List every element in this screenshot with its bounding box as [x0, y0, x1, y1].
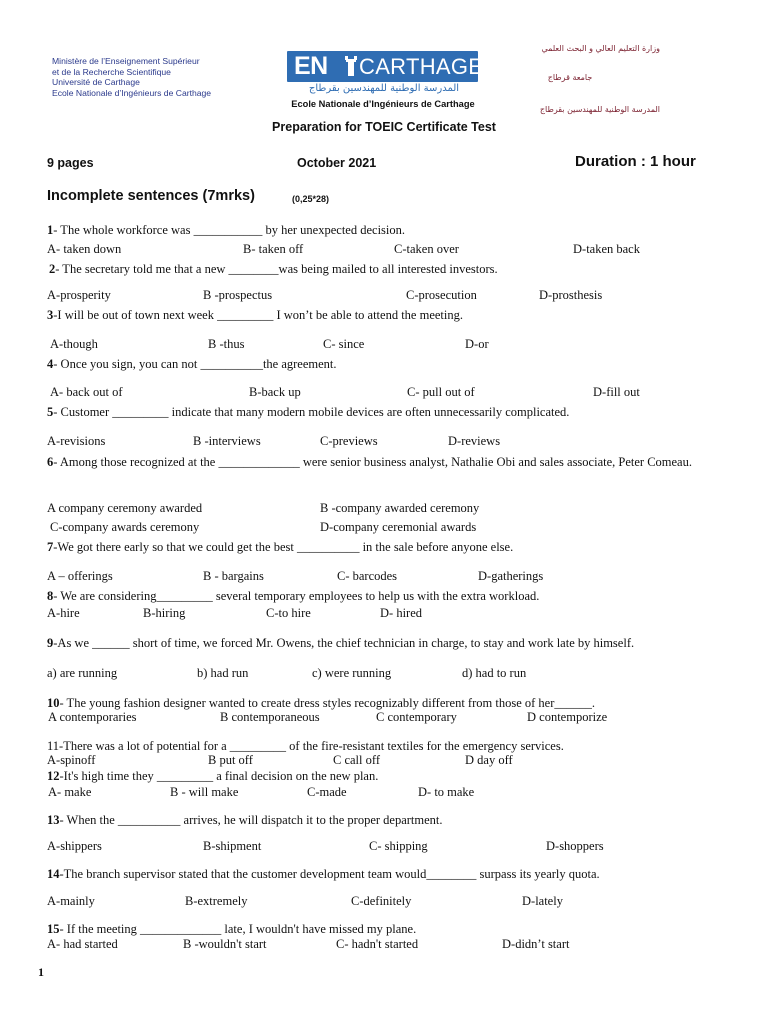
- option-c: C-previews: [320, 434, 378, 448]
- question-text: -We got there early so that we could get the best __________ in the sale before anyone else.: [53, 540, 514, 554]
- ministry-header-left: [52, 56, 211, 98]
- option-d: D-taken back: [573, 242, 640, 256]
- question-9: [47, 635, 634, 651]
- question-text: - The secretary told me that a new ________was being mailed to all interested investors.: [55, 262, 498, 276]
- question-6: [47, 453, 727, 472]
- option-b: B - will make: [170, 785, 239, 799]
- option-a: A-prosperity: [47, 288, 111, 302]
- question-number: 5: [47, 405, 54, 419]
- option-a: A-spinoff: [47, 753, 96, 767]
- question-text: - Once you sign, you can not __________the agreement.: [53, 357, 337, 371]
- question-number: 4: [47, 357, 54, 371]
- option-c: c) were running: [312, 666, 392, 680]
- section-score: (0,25*28): [292, 194, 330, 204]
- logo-brand-text: EN: [294, 52, 328, 80]
- option-d: D-didn’t start: [502, 937, 570, 951]
- question-text: - When the __________ arrives, he will dispatch it to the proper department.: [59, 813, 443, 827]
- option-c: C- hadn't started: [336, 937, 419, 951]
- option-d: d) had to run: [462, 666, 527, 680]
- question-text: - If the meeting _____________ late, I wouldn't have missed my plane.: [59, 922, 417, 936]
- option-d: D-prosthesis: [539, 288, 603, 302]
- option-c: C-definitely: [351, 894, 412, 908]
- exam-duration: Duration : 1 hour: [575, 153, 696, 170]
- option-b: B- taken off: [243, 242, 304, 256]
- question-number: 14: [47, 867, 60, 881]
- option-b: B -company awarded ceremony: [320, 501, 480, 515]
- option-a: A-shippers: [47, 839, 102, 853]
- header-left-line: Ecole Nationale d’Ingénieurs de Carthage: [52, 87, 212, 98]
- question-text: -The branch supervisor stated that the customer development team would________ surpass its yearly quota.: [59, 867, 600, 881]
- question-13: [47, 812, 443, 828]
- logo-caption: Ecole Nationale d’Ingénieurs de Carthage: [291, 99, 475, 109]
- question-number: 12: [47, 769, 60, 783]
- option-a: A – offerings: [47, 569, 113, 583]
- option-b: B -interviews: [193, 434, 261, 448]
- question-number: 13: [47, 813, 60, 827]
- question-14: [47, 866, 600, 882]
- option-c: C- since: [323, 337, 365, 351]
- option-d: D- hired: [380, 606, 422, 620]
- option-b: B-back up: [249, 385, 301, 399]
- question-10: [47, 695, 595, 711]
- question-2: [49, 261, 498, 277]
- enicarthage-logo: [287, 51, 484, 82]
- option-d: D-company ceremonial awards: [320, 520, 477, 534]
- option-d: D-reviews: [448, 434, 501, 448]
- option-c: C contemporary: [376, 710, 457, 724]
- logo-word-text: CARTHAGE: [359, 54, 484, 79]
- option-b: B-shipment: [203, 839, 262, 853]
- question-7: [47, 539, 513, 555]
- option-b: B -wouldn't start: [183, 937, 267, 951]
- option-c: C- shipping: [369, 839, 428, 853]
- question-12: [47, 768, 378, 784]
- option-a: A-revisions: [47, 434, 106, 448]
- question-text: - The whole workforce was ___________ by her unexpected decision.: [53, 223, 406, 237]
- logo-arabic-text: المدرسة الوطنية للمهندسين بقرطاج: [308, 83, 460, 94]
- option-a: A-though: [50, 337, 98, 351]
- question-number: 7: [47, 540, 54, 554]
- question-number: 3: [47, 308, 54, 322]
- option-a: A- back out of: [50, 385, 123, 399]
- header-left-line: et de la Recherche Scientifique: [52, 66, 171, 77]
- option-a: A contemporaries: [48, 710, 137, 724]
- option-c: C-company awards ceremony: [50, 520, 200, 534]
- option-d: D day off: [465, 753, 513, 767]
- option-c: C-made: [307, 785, 347, 799]
- option-a: A company ceremony awarded: [47, 501, 203, 515]
- question-text: 11-There was a lot of potential for a _________ of the fire-resistant textiles for the emergency services.: [47, 739, 564, 753]
- option-d: D-fill out: [593, 385, 640, 399]
- section-title: Incomplete sentences (7mrks): [47, 188, 255, 204]
- option-d: D-lately: [522, 894, 563, 908]
- question-number: 15: [47, 922, 60, 936]
- question-text: - We are considering_________ several temporary employees to help us with the extra workload.: [53, 589, 540, 603]
- option-a: A- had started: [47, 937, 118, 951]
- option-b: B - bargains: [203, 569, 264, 583]
- option-b: B -thus: [208, 337, 245, 351]
- option-c: C-prosecution: [406, 288, 477, 302]
- header-right-line: وزارة التعليم العالي و البحث العلمي: [541, 44, 660, 53]
- option-a: A-mainly: [47, 894, 95, 908]
- question-number: 10: [47, 696, 60, 710]
- option-a: a) are running: [47, 666, 118, 680]
- tower-icon: [345, 56, 357, 77]
- question-8: [47, 588, 539, 604]
- option-a: A- taken down: [47, 242, 122, 256]
- question-1: [47, 222, 405, 238]
- option-a: A- make: [48, 785, 92, 799]
- question-number: 2: [49, 262, 56, 276]
- question-11: [47, 738, 564, 754]
- question-text: -It's high time they _________ a final decision on the new plan.: [59, 769, 379, 783]
- option-d: D- to make: [418, 785, 475, 799]
- question-text: -I will be out of town next week _________ I won’t be able to attend the meeting.: [53, 308, 463, 322]
- option-c: C- pull out of: [407, 385, 475, 399]
- question-number: 9: [47, 636, 54, 650]
- page-count: 9 pages: [47, 156, 94, 170]
- header-right-line: المدرسة الوطنية للمهندسين بقرطاج: [539, 105, 660, 114]
- question-3: [47, 307, 463, 323]
- question-number: 6: [47, 455, 54, 469]
- option-d: D-shoppers: [546, 839, 604, 853]
- option-d: D contemporize: [527, 710, 608, 724]
- option-d: D-or: [465, 337, 489, 351]
- option-b: B-hiring: [143, 606, 186, 620]
- option-b: B put off: [208, 753, 253, 767]
- page-title: Preparation for TOEIC Certificate Test: [272, 120, 496, 134]
- header-left-line: Ministère de l’Enseignement Supérieur: [52, 56, 200, 66]
- question-number: 8: [47, 589, 54, 603]
- question-text: - The young fashion designer wanted to create dress styles recognizably different from those of her______.: [59, 696, 595, 710]
- option-b: B contemporaneous: [220, 710, 320, 724]
- question-4: [47, 356, 337, 372]
- question-text: - Among those recognized at the _____________ were senior business analyst, Nathalie Obi and sales associate, Peter Comeau.: [53, 455, 692, 469]
- question-text: - Customer _________ indicate that many modern mobile devices are often unnecessarily complicated.: [53, 405, 570, 419]
- option-c: C- barcodes: [337, 569, 398, 583]
- exam-date: October 2021: [297, 156, 377, 170]
- question-number: 1: [47, 223, 54, 237]
- question-text: -As we ______ short of time, we forced Mr. Owens, the chief technician in charge, to stay and work late by himself.: [53, 636, 635, 650]
- option-b: B-extremely: [185, 894, 248, 908]
- option-d: D-gatherings: [478, 569, 544, 583]
- option-a: A-hire: [47, 606, 80, 620]
- option-b: b) had run: [197, 666, 249, 680]
- option-b: B -prospectus: [203, 288, 273, 302]
- header-left-line: Université de Carthage: [52, 77, 140, 88]
- option-c: C-to hire: [266, 606, 311, 620]
- question-15: [47, 921, 416, 937]
- header-right-line: جامعة قرطاج: [547, 73, 593, 82]
- option-c: C call off: [333, 753, 380, 767]
- option-c: C-taken over: [394, 242, 459, 256]
- question-5: [47, 404, 569, 420]
- page-number: 1: [38, 965, 44, 979]
